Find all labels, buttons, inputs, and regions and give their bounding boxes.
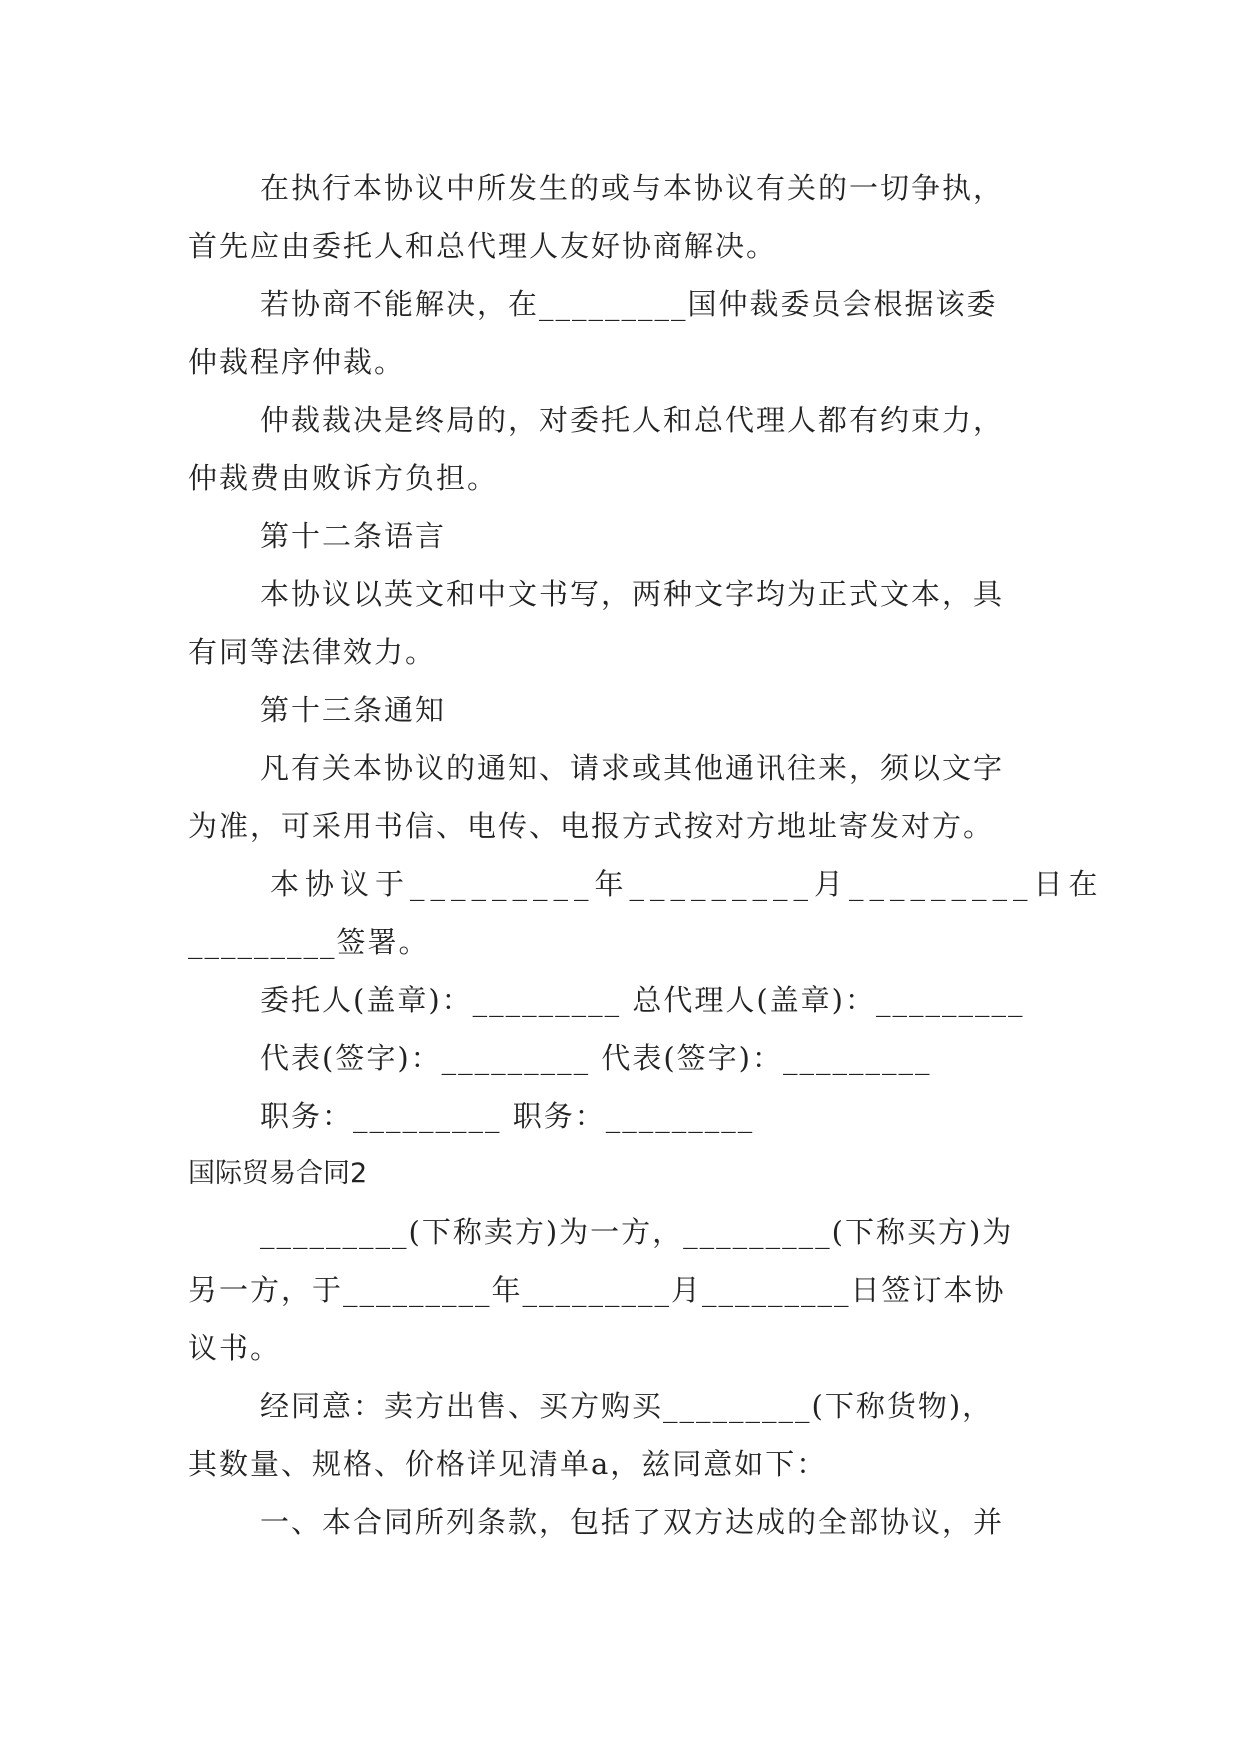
paragraph-line: 仲裁裁决是终局的，对委托人和总代理人都有约束力， <box>260 403 1005 437</box>
paragraph-line: 另一方，于_________年_________月_________日签订本协 <box>188 1273 1006 1307</box>
signing-date-line: 本协议于_________年_________月_________日在 <box>270 867 1104 901</box>
paragraph-line: 一、本合同所列条款，包括了双方达成的全部协议，并 <box>260 1505 1005 1539</box>
paragraph-line: 本协议以英文和中文书写，两种文字均为正式文本，具 <box>260 577 1005 611</box>
paragraph-line: 凡有关本协议的通知、请求或其他通讯往来，须以文字 <box>260 751 1005 785</box>
paragraph-line: 其数量、规格、价格详见清单a，兹同意如下： <box>188 1447 828 1481</box>
signature-line: 代表(签字)：_________ 代表(签字)：_________ <box>260 1041 932 1075</box>
paragraph-line: 仲裁程序仲裁。 <box>188 345 406 379</box>
paragraph-line: 议书。 <box>188 1331 282 1365</box>
paragraph-line: 为准，可采用书信、电传、电报方式按对方地址寄发对方。 <box>188 809 995 843</box>
position-line: 职务：_________ 职务：_________ <box>260 1099 755 1133</box>
seal-line: 委托人(盖章)：_________ 总代理人(盖章)：_________ <box>260 983 1025 1017</box>
paragraph-line: 经同意：卖方出售、买方购买_________(下称货物)， <box>260 1389 994 1423</box>
signing-place-line: _________签署。 <box>188 925 430 959</box>
document-title: 国际贸易合同2 <box>188 1158 368 1189</box>
paragraph-line: 首先应由委托人和总代理人友好协商解决。 <box>188 229 778 263</box>
section-heading: 第十二条语言 <box>260 519 447 553</box>
section-heading: 第十三条通知 <box>260 693 447 727</box>
paragraph-line: 仲裁费由败诉方负担。 <box>188 461 499 495</box>
paragraph-line: 若协商不能解决，在_________国仲裁委员会根据该委 <box>260 287 998 321</box>
paragraph-line: _________(下称卖方)为一方，_________(下称买方)为 <box>260 1215 1014 1249</box>
paragraph-line: 有同等法律效力。 <box>188 635 437 669</box>
paragraph-line: 在执行本协议中所发生的或与本协议有关的一切争执， <box>260 171 1005 205</box>
